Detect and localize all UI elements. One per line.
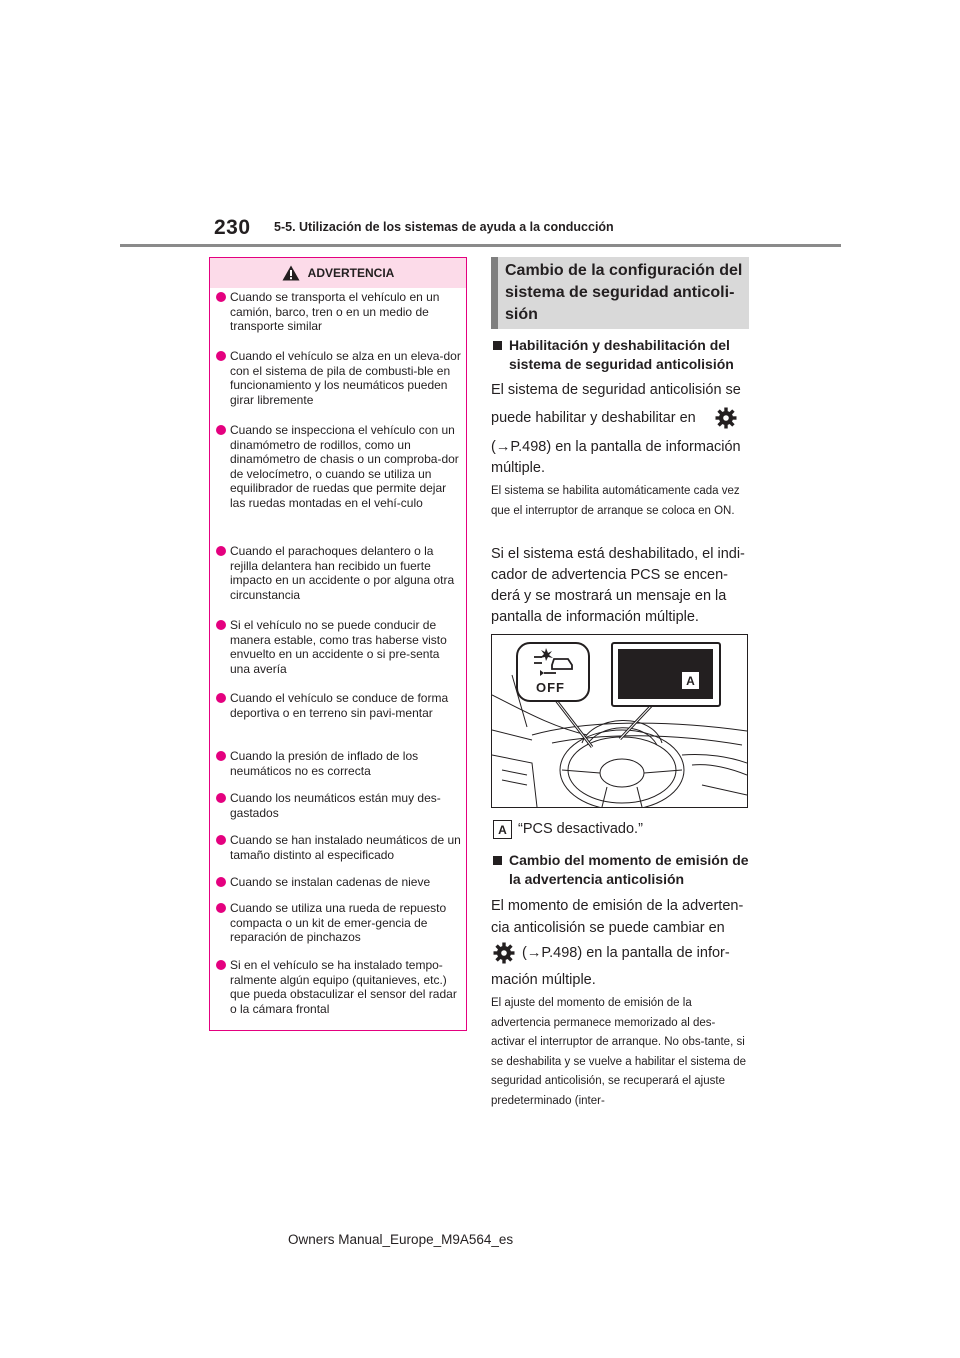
body-text: (→P.498) en la pantalla de infor- [522,945,730,961]
body-text: mación múltiple. [491,972,596,988]
footer-text: Owners Manual_Europe_M9A564_es [288,1232,514,1247]
caption-label: A [493,820,512,839]
body-text: El momento de emisión de la adverten- [491,898,744,914]
bullet-icon [216,835,226,845]
bullet-icon [216,751,226,761]
bullet-icon [216,693,226,703]
subsection-title: Habilitación y deshabilitación del sistema de seguridad anticolisión [509,337,734,372]
body-text: múltiple. [491,460,545,476]
section-heading-box [491,257,749,329]
note-text: El sistema se habilita automáticamente cada vez que el interruptor de arranque se coloca en ON. [491,485,740,517]
figure-label: A [681,671,700,690]
body-text: puede habilitar y deshabilitar en [491,410,696,426]
body-text: (→P.498) en la pantalla de información [491,439,741,455]
square-bullet-icon [493,341,502,350]
bullet-icon [216,877,226,887]
gear-icon [715,407,737,429]
section-title: 5-5. Utilización de los sistemas de ayuda a la conducción [274,220,614,234]
section-heading: Cambio de la configuración del sistema de seguridad anticoli-sión [505,262,743,323]
bullet-icon [216,620,226,630]
body-text: Si el sistema está deshabilitado, el indi-cador de advertencia PCS se encen-derá y se mostrará un mensaje en la pantalla de información múltiple. [491,546,745,625]
display-callout [611,642,721,707]
bullet-icon [216,903,226,913]
warning-triangle-icon [282,265,300,281]
heading-accent-bar [491,257,498,329]
bullet-icon [216,425,226,435]
body-text: cia anticolisión se puede cambiar en [491,920,725,936]
note-text: El ajuste del momento de emisión de la advertencia permanece memorizado al des-activar el interruptor de arranque. No obs-tante, si se deshabilita y se vuelve a habilitar el sistema de seguridad anticolisión, se recuperará el ajuste predeterminado (inter- [491,997,747,1107]
bullet-icon [216,546,226,556]
warning-box: ADVERTENCIA Cuando se transporta el vehículo en un camión, barco, tren o en un medio de transporte similar Cuando el vehículo se alza en un eleva-dor con el sistema de pila de combusti-ble en funcionamiento y los neumáticos pueden girar libremente Cuando se inspecciona el vehículo con un dinamómetro de rodillos, como un dinamómetro de chasis o un comproba-dor de velocímetro, o cuando se utiliza un equilibrador de ruedas que permite dejar las ruedas montadas en el vehí-culo Cuando el parachoques delantero o la rejilla delantera han recibido un fuerte impacto en un accidente o por alguna otra circunstancia Si el vehículo no se puede conducir de manera estable, como tras haberse visto envuelto en un accidente o si pre-senta una avería Cuando el vehículo se conduce de forma deportiva o en terreno sin pavi-mentar Cuando la presión de inflado de los neumáticos no es correcta Cuando los neumáticos están muy des-gastados Cuando se han instalado neumáticos de un tamaño distinto al especificado Cuando se instalan cadenas de nieve Cuando se utiliza una rueda de repuesto compacta o un kit de emer-gencia de reparación de pinchazos Si en el vehículo se ha instalado tempo-ralmente algún equipo (quitanieves, etc.) que pueda obstaculizar el sensor del radar o la cámara frontal [209,257,467,1031]
dashboard-illustration [491,634,748,808]
bullet-icon [216,351,226,361]
bullet-icon [216,960,226,970]
warning-header [210,258,466,288]
caption-text: “PCS desactivado.” [518,821,643,837]
gear-icon [493,942,515,964]
pcs-callout [516,642,590,702]
pcs-off-indicator-icon [530,647,578,677]
body-text: El sistema de seguridad anticolisión se [491,382,741,398]
page-number: 230 [214,216,251,239]
header-divider [120,244,841,247]
square-bullet-icon [493,856,502,865]
pcs-off-text: OFF [536,680,565,695]
subsection-title: Cambio del momento de emisión de la advertencia anticolisión [509,852,749,887]
warning-title: ADVERTENCIA [307,266,395,280]
bullet-icon [216,793,226,803]
bullet-icon [216,292,226,302]
